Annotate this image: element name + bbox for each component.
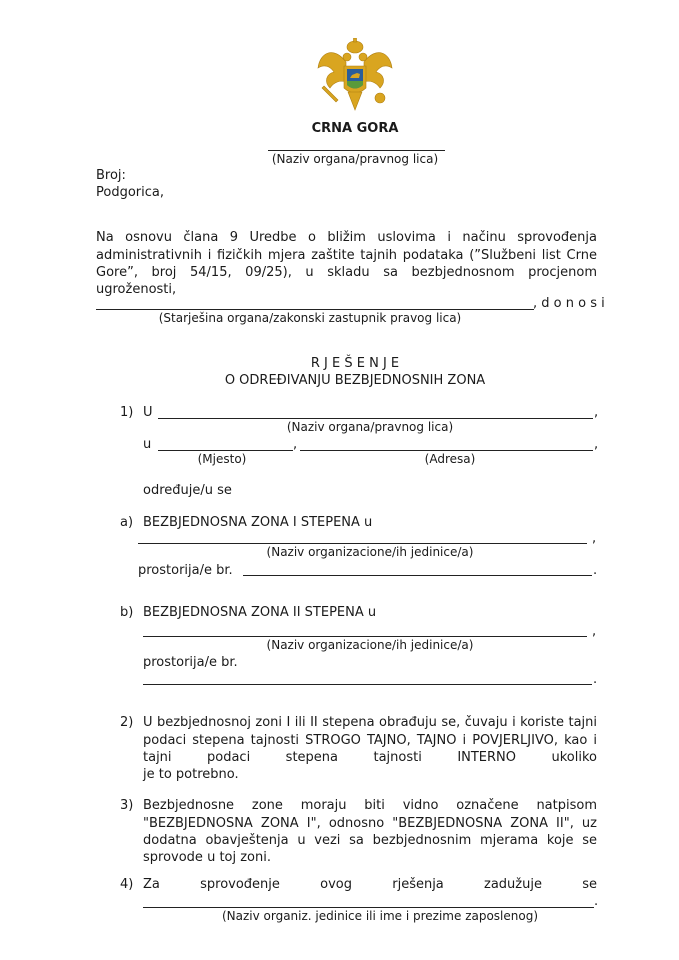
zone-b-comma: ,: [592, 624, 597, 639]
item1-comma2: ,: [293, 437, 298, 452]
item1-organ-line[interactable]: [158, 418, 593, 419]
head-of-organ-line[interactable]: [96, 309, 534, 310]
zone-b-unit-line[interactable]: [143, 636, 587, 637]
zone-b-unit-caption: (Naziv organizacione/ih jedinice/a): [266, 638, 474, 652]
item4-responsible-line[interactable]: [143, 907, 594, 908]
item4-number: 4): [120, 877, 134, 892]
zone-a-room-line[interactable]: [243, 575, 592, 576]
zone-a-period: .: [593, 563, 598, 578]
item3-text: Bezbjednosne zone moraju biti vidno označene natpisom "BEZBJEDNOSNA ZONA I", odnosno "BEZBJEDNOSNA ZONA II", uz dodatna obavještenja u vezi sa bezbjednosnim mjerama koje se: [143, 798, 597, 848]
item1-u-lower: u: [143, 437, 152, 452]
zone-a-comma: ,: [592, 531, 597, 546]
item2-text-last: je to potrebno.: [143, 767, 239, 782]
montenegro-coat-of-arms-logo: [316, 38, 394, 114]
zone-a-title: BEZBJEDNOSNA ZONA I STEPENA u: [143, 515, 373, 530]
organ-name-caption: (Naziv organa/pravnog lica): [271, 152, 439, 166]
item1-comma3: ,: [594, 437, 599, 452]
item1-comma: ,: [594, 405, 599, 420]
preamble-text: Na osnovu člana 9 Uredbe o bližim uslovima i načinu sprovođenja administrativnih i fizičkih mjera zaštite tajnih podataka (”Službeni list Crne Gore”, broj 54/15, 09/25), u skladu sa bezbjednosnom procjenom: [96, 230, 597, 280]
item4-text: Za sprovođenje ovog rješenja zadužuje se: [143, 877, 597, 892]
item2-number: 2): [120, 715, 134, 730]
item4-caption: (Naziv organiz. jedinice ili ime i prezime zaposlenog): [221, 909, 539, 923]
address-caption: (Adresa): [424, 452, 476, 466]
zone-b-room-line[interactable]: [143, 684, 592, 685]
item2-text: U bezbjednosnoj zoni I ili II stepena obrađuju se, čuvaju i koriste tajni podaci stepena tajnosti STROGO TAJNO, TAJNO i POVJERLJIVO, kao i tajni podaci stepena tajnosti INTERNO ukoliko: [143, 715, 597, 765]
item1-u: U: [143, 405, 153, 420]
head-of-organ-caption: (Starješina organa/zakonski zastupnik pravog lica): [158, 311, 462, 325]
zone-a-room-label: prostorija/e br.: [138, 563, 233, 578]
item1-place-line[interactable]: [158, 450, 293, 451]
item3-number: 3): [120, 798, 134, 813]
zone-a-unit-caption: (Naziv organizacione/ih jedinice/a): [266, 545, 474, 559]
odreduje-text: određuje/u se: [143, 483, 232, 498]
zone-a-letter: a): [120, 515, 134, 530]
zone-b-letter: b): [120, 605, 134, 620]
item3-text-last: sprovode u toj zoni.: [143, 850, 271, 865]
item1-organ-caption: (Naziv organa/pravnog lica): [286, 420, 454, 434]
item1-number: 1): [120, 405, 134, 420]
zone-b-title: BEZBJEDNOSNA ZONA II STEPENA u: [143, 605, 377, 620]
donosi-text: , d o n o s i: [533, 296, 605, 311]
zone-b-period: .: [593, 672, 598, 687]
item4-period: .: [594, 894, 599, 909]
organ-name-line[interactable]: [268, 150, 445, 151]
broj-label: Broj:: [96, 168, 126, 183]
country-name: CRNA GORA: [311, 121, 399, 136]
decision-title: R J E Š E N J E: [310, 356, 400, 371]
zone-b-room-label: prostorija/e br.: [143, 655, 238, 670]
place-label: Podgorica,: [96, 185, 164, 200]
item1-address-line[interactable]: [300, 450, 593, 451]
preamble-text-last: ugroženosti,: [96, 282, 177, 297]
decision-subtitle: O ODREĐIVANJU BEZBJEDNOSNIH ZONA: [224, 373, 486, 388]
zone-a-unit-line[interactable]: [138, 543, 587, 544]
place-caption: (Mjesto): [197, 452, 247, 466]
